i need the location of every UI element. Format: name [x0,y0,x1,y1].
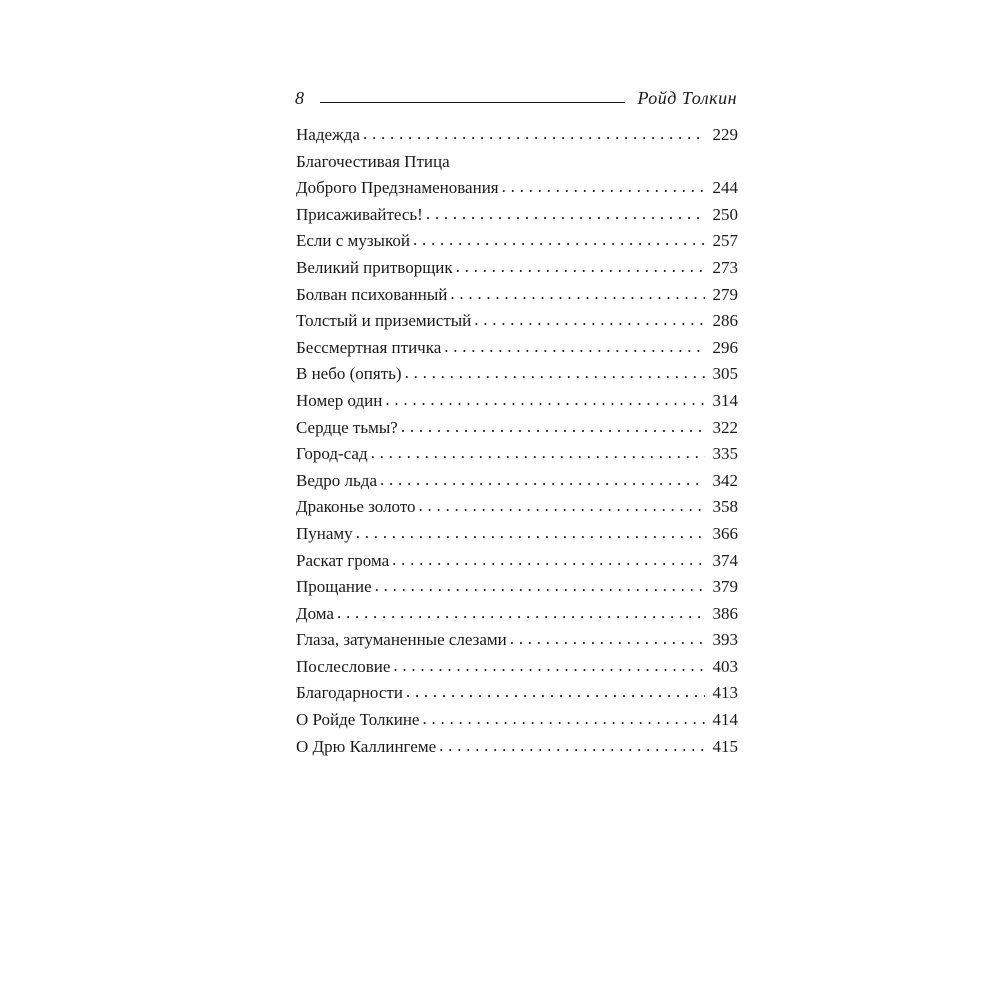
toc-title: Надежда [296,125,360,144]
toc-title: Благодарности [296,683,403,703]
toc-entry [296,654,738,681]
toc-title: Великий притворщик [296,257,453,277]
toc-page-number: 286 [712,311,738,331]
toc-item [296,521,738,548]
toc-leader [393,653,705,680]
toc-leader [439,733,705,760]
toc-entry [296,415,738,442]
toc-leader [510,626,705,653]
toc-page-number: 305 [712,364,738,384]
toc-title: Доброго Предзнаменования [296,178,499,198]
toc-page-number: 273 [712,257,738,277]
toc-title: Раскат грома [296,550,390,570]
toc-entry [296,255,738,282]
toc-page-number: 415 [712,736,738,756]
header-rule [320,102,625,103]
toc-title: Номер один [296,390,383,410]
toc-leader [456,254,705,281]
toc-leader [405,360,705,387]
toc-entry [296,308,738,335]
toc-title: Если с музыкой [296,231,410,251]
toc-item [296,335,738,362]
toc-item [296,122,738,149]
toc-leader [380,467,705,494]
toc-entry [296,388,738,415]
toc-item [296,707,738,734]
toc-page-number: 314 [712,390,738,410]
toc-leader [502,174,705,201]
toc-entry [296,494,738,521]
toc-page-number: 413 [712,683,738,703]
toc-leader [413,227,705,254]
toc-page-number: 393 [712,630,738,650]
toc-page-number: 279 [712,284,738,304]
toc-title: Дома [296,603,334,623]
toc-item [296,548,738,575]
toc-page-number: 250 [712,204,738,224]
toc-title: Глаза, затуманенные слезами [296,630,507,650]
toc-item [296,654,738,681]
toc-item [296,680,738,707]
toc-title: Послесловие [296,656,391,676]
toc-leader [356,520,705,547]
toc-entry [296,601,738,628]
toc-page-number: 322 [712,417,738,437]
toc-title: Драконье золото [296,497,416,517]
toc-entry [296,627,738,654]
page-number: 8 [295,88,304,108]
toc-leader [401,414,705,441]
toc-leader [444,334,705,361]
toc-item [296,282,738,309]
toc-page-number: 342 [712,470,738,490]
toc-page-number: 386 [712,603,738,623]
toc-item [296,388,738,415]
toc-page-number: 403 [712,656,738,676]
toc-title: Сердце тьмы? [296,417,398,437]
toc-entry [296,521,738,548]
toc-item [296,468,738,495]
toc-page-number: 374 [712,550,738,570]
toc-page-number: 379 [712,577,738,597]
toc-item [296,255,738,282]
toc-item [296,494,738,521]
toc-title: О Дрю Каллингеме [296,736,437,756]
toc-entry [296,122,738,149]
toc-entry [296,574,738,601]
toc-leader [422,706,705,733]
toc-leader [426,201,705,228]
toc-item [296,149,738,202]
toc-entry [296,680,738,707]
toc-page-number: 296 [712,337,738,357]
running-head: Ройд Толкин [637,88,737,108]
toc-leader [474,307,705,334]
toc-title-line1: Благочестивая Птица [296,151,450,171]
toc-item [296,734,738,761]
toc-entry [296,734,738,761]
toc-page-number: 414 [712,710,738,730]
toc-page-number: 335 [712,444,738,464]
toc-entry [296,228,738,255]
toc-leader [363,121,705,148]
toc-page-number: 257 [712,231,738,251]
toc-entry [296,202,738,229]
toc-item [296,202,738,229]
toc-item [296,574,738,601]
toc-title: Болван психованный [296,284,448,304]
toc-title: Толстый и приземистый [296,311,472,331]
toc-entry [296,282,738,309]
toc-page-number: 366 [712,523,738,543]
table-of-contents [296,122,738,760]
toc-entry [296,468,738,495]
toc-page-number: 244 [712,178,738,198]
toc-leader [375,573,705,600]
toc-entry [296,548,738,575]
toc-title: В небо (опять) [296,364,402,384]
toc-page-number: 229 [712,125,738,144]
toc-title: Ведро льда [296,470,377,490]
toc-entry [296,707,738,734]
toc-leader [371,440,705,467]
toc-title: Город-сад [296,444,368,464]
toc-title: Пунаму [296,523,353,543]
toc-title: Бессмертная птичка [296,337,442,357]
toc-item [296,627,738,654]
page-header [295,80,737,108]
toc-page-number: 358 [712,497,738,517]
toc-entry [296,335,738,362]
toc-title: Присаживайтесь! [296,204,423,224]
toc-leader [385,387,705,414]
toc-leader [337,600,705,627]
toc-item [296,415,738,442]
toc-entry [296,441,738,468]
toc-item [296,361,738,388]
toc-title: Прощание [296,577,372,597]
toc-item [296,601,738,628]
toc-leader [419,493,705,520]
toc-item [296,228,738,255]
toc-entry [296,175,738,202]
toc-item [296,441,738,468]
toc-leader [450,281,705,308]
toc-item [296,308,738,335]
toc-leader [392,547,705,574]
toc-title: О Ройде Толкине [296,710,420,730]
toc-entry [296,361,738,388]
toc-leader [406,679,705,706]
